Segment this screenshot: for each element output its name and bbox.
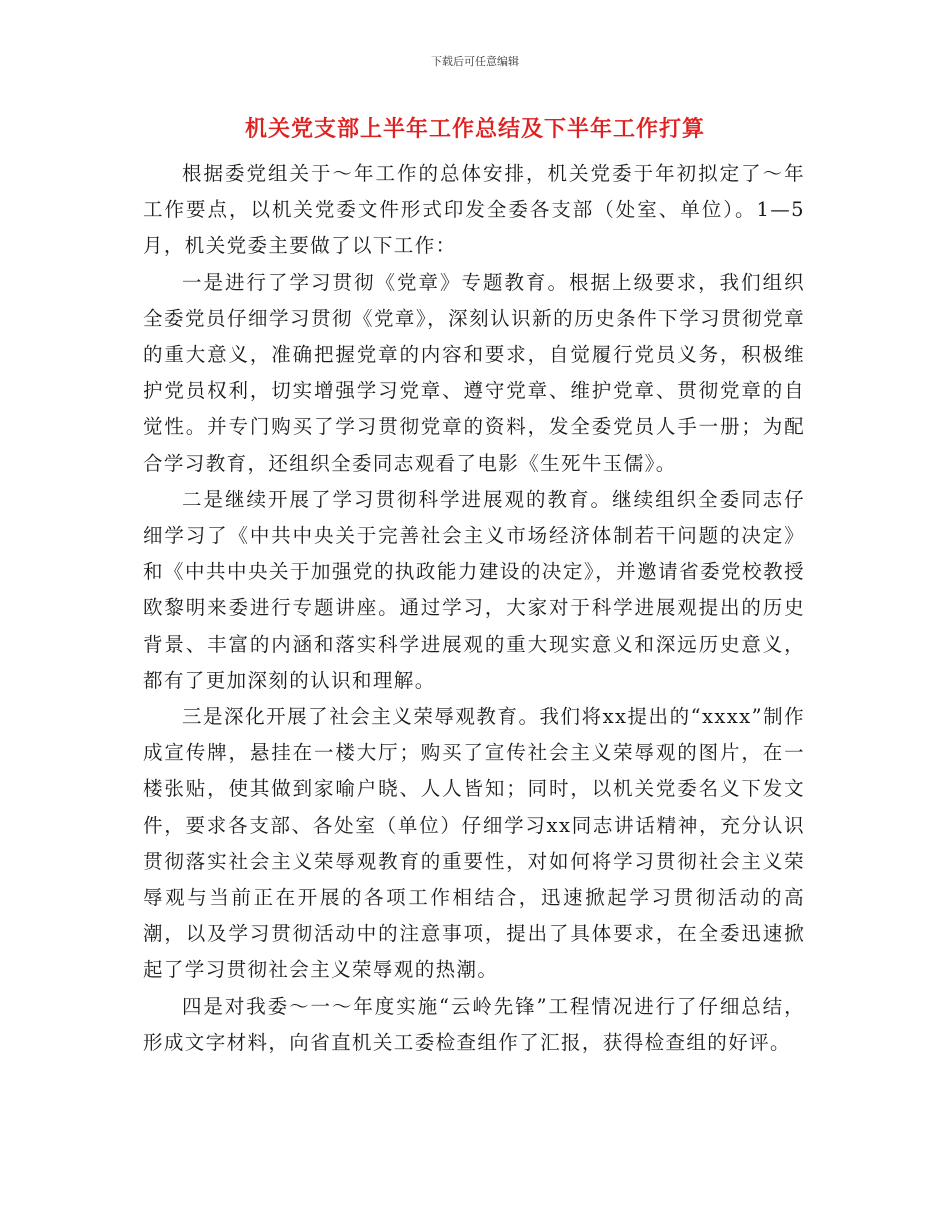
paragraph-intro: 根据委党组关于～年工作的总体安排，机关党委于年初拟定了～年工作要点，以机关党委文件形式印发全委各支部（处室、单位）。1—5月，机关党委主要做了以下工作： — [143, 162, 805, 258]
document-title: 机关党支部上半年工作总结及下半年工作打算 — [244, 117, 705, 142]
paragraph-item-3: 三是深化开展了社会主义荣辱观教育。我们将xx提出的“xxxx”制作成宣传牌，悬挂在一楼大厅；购买了宣传社会主义荣辱观的图片，在一楼张贴，使其做到家喻户晓、人人皆知；同时，以机关党委名义下发文件，要求各支部、各处室（单位）仔细学习xx同志讲话精神，充分认识贯彻落实社会主义荣辱观教育的重要性，对如何将学习贯彻社会主义荣辱观与当前正在开展的各项工作相结合，迅速掀起学习贯彻活动的高潮，以及学习贯彻活动中的注意事项，提出了具体要求，在全委迅速掀起了学习贯彻社会主义荣辱观的热潮。 — [143, 705, 805, 982]
paragraph-item-1: 一是进行了学习贯彻《党章》专题教育。根据上级要求，我们组织全委党员仔细学习贯彻《党章》，深刻认识新的历史条件下学习贯彻党章的重大意义，准确把握党章的内容和要求，自觉履行党员义务，积极维护党员权利，切实增强学习党章、遵守党章、维护党章、贯彻党章的自觉性。并专门购买了学习贯彻党章的资料，发全委党员人手一册；为配合学习教育，还组织全委同志观看了电影《生死牛玉儒》。 — [143, 270, 805, 475]
document-body — [143, 156, 805, 1061]
paragraph-item-4: 四是对我委～一～年度实施“云岭先锋”工程情况进行了仔细总结，形成文字材料，向省直机关工委检查组作了汇报，获得检查组的好评。 — [143, 994, 805, 1054]
header-note: 下载后可任意编辑 — [431, 55, 519, 68]
paragraph-item-2: 二是继续开展了学习贯彻科学进展观的教育。继续组织全委同志仔细学习了《中共中央关于完善社会主义市场经济体制若干问题的决定》和《中共中央关于加强党的执政能力建设的决定》，并邀请省委党校教授欧黎明来委进行专题讲座。通过学习，大家对于科学进展观提出的历史背景、丰富的内涵和落实科学进展观的重大现实意义和深远历史意义，都有了更加深刻的认识和理解。 — [143, 487, 805, 692]
